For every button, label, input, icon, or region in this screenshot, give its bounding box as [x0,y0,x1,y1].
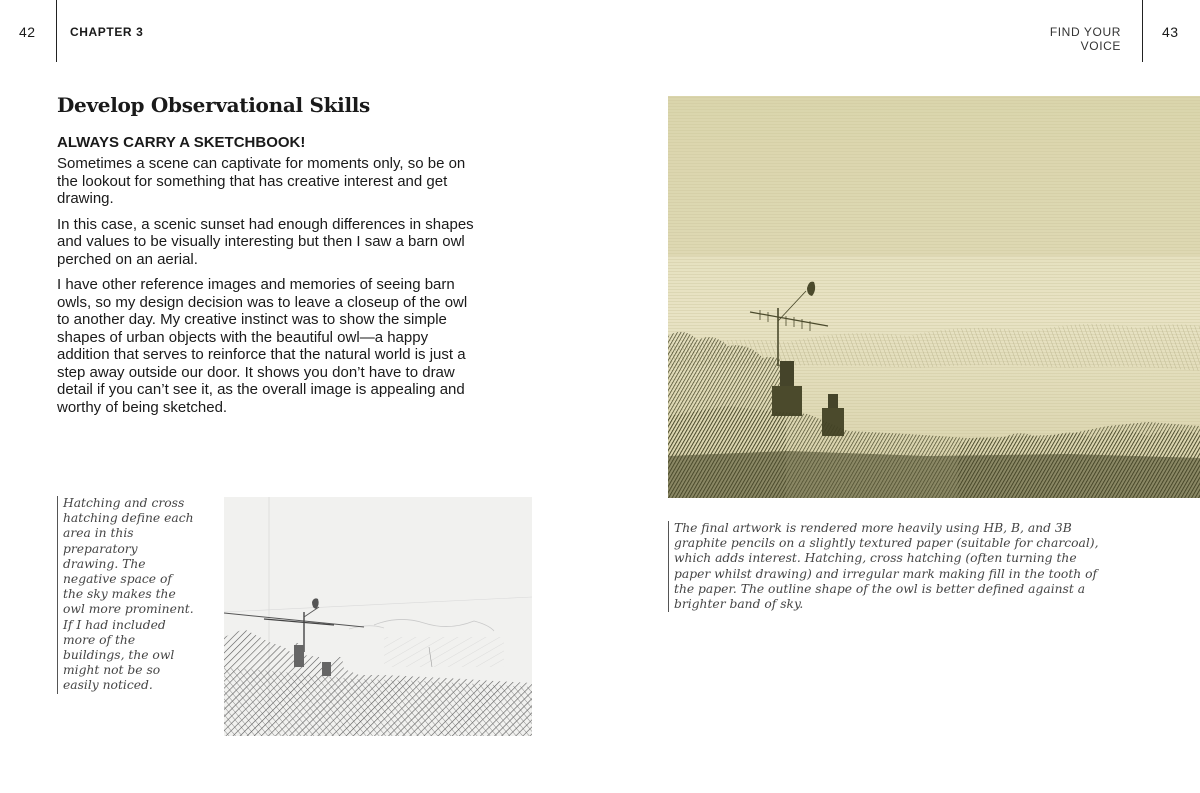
left-page-number: 42 [19,24,36,40]
right-header-rule [1142,0,1143,62]
left-header-rule [56,0,57,62]
artwork-caption-block [668,521,1108,612]
body-paragraph: I have other reference images and memories of seeing barn owls, so my design decision was to leave a closeup of the owl to another day. My creative instinct was to show the simple shapes of urban objects with the beautiful owl—a happy addition that serves to reinforce that the natural world is just a step away outside our door. It shows you don’t have to draw detail if you can’t see it, as the overall image is appealing and worthy of being sketched. [57,276,468,416]
body-text [57,155,482,416]
body-paragraph: In this case, a scenic sunset had enough differences in shapes and values to be visually interesting but then I saw a barn owl perched on an aerial. [57,215,474,268]
section-title: Develop Observational Skills [57,93,370,117]
final-artwork-image [668,96,1200,498]
preparatory-sketch-image [224,497,532,736]
right-running-head: FIND YOUR VOICE [1049,25,1121,53]
right-page-number: 43 [1162,24,1179,40]
artwork-caption: The final artwork is rendered more heavily using HB, B, and 3B graphite pencils on a slightly textured paper (suitable for charcoal), which adds interest. Hatching, cross hatching (often turning the paper whilst drawing) and irregular mark making fill in the tooth of the paper. The outline shape of the owl is better defined against a brighter band of sky. [668,521,1108,612]
sketch-caption: Hatching and cross hatching define each area in this preparatory drawing. The negative space of the sky makes the owl more prominent. If I had included more of the buildings, the owl might not be so easily noticed. [57,496,195,694]
left-running-head: CHAPTER 3 [70,25,144,39]
body-paragraph: Sometimes a scene can captivate for moments only, so be on the lookout for something that has creative interest and get drawing. [57,155,466,207]
subheading: ALWAYS CARRY A SKETCHBOOK! [57,134,306,151]
sketch-caption-block [57,496,195,694]
